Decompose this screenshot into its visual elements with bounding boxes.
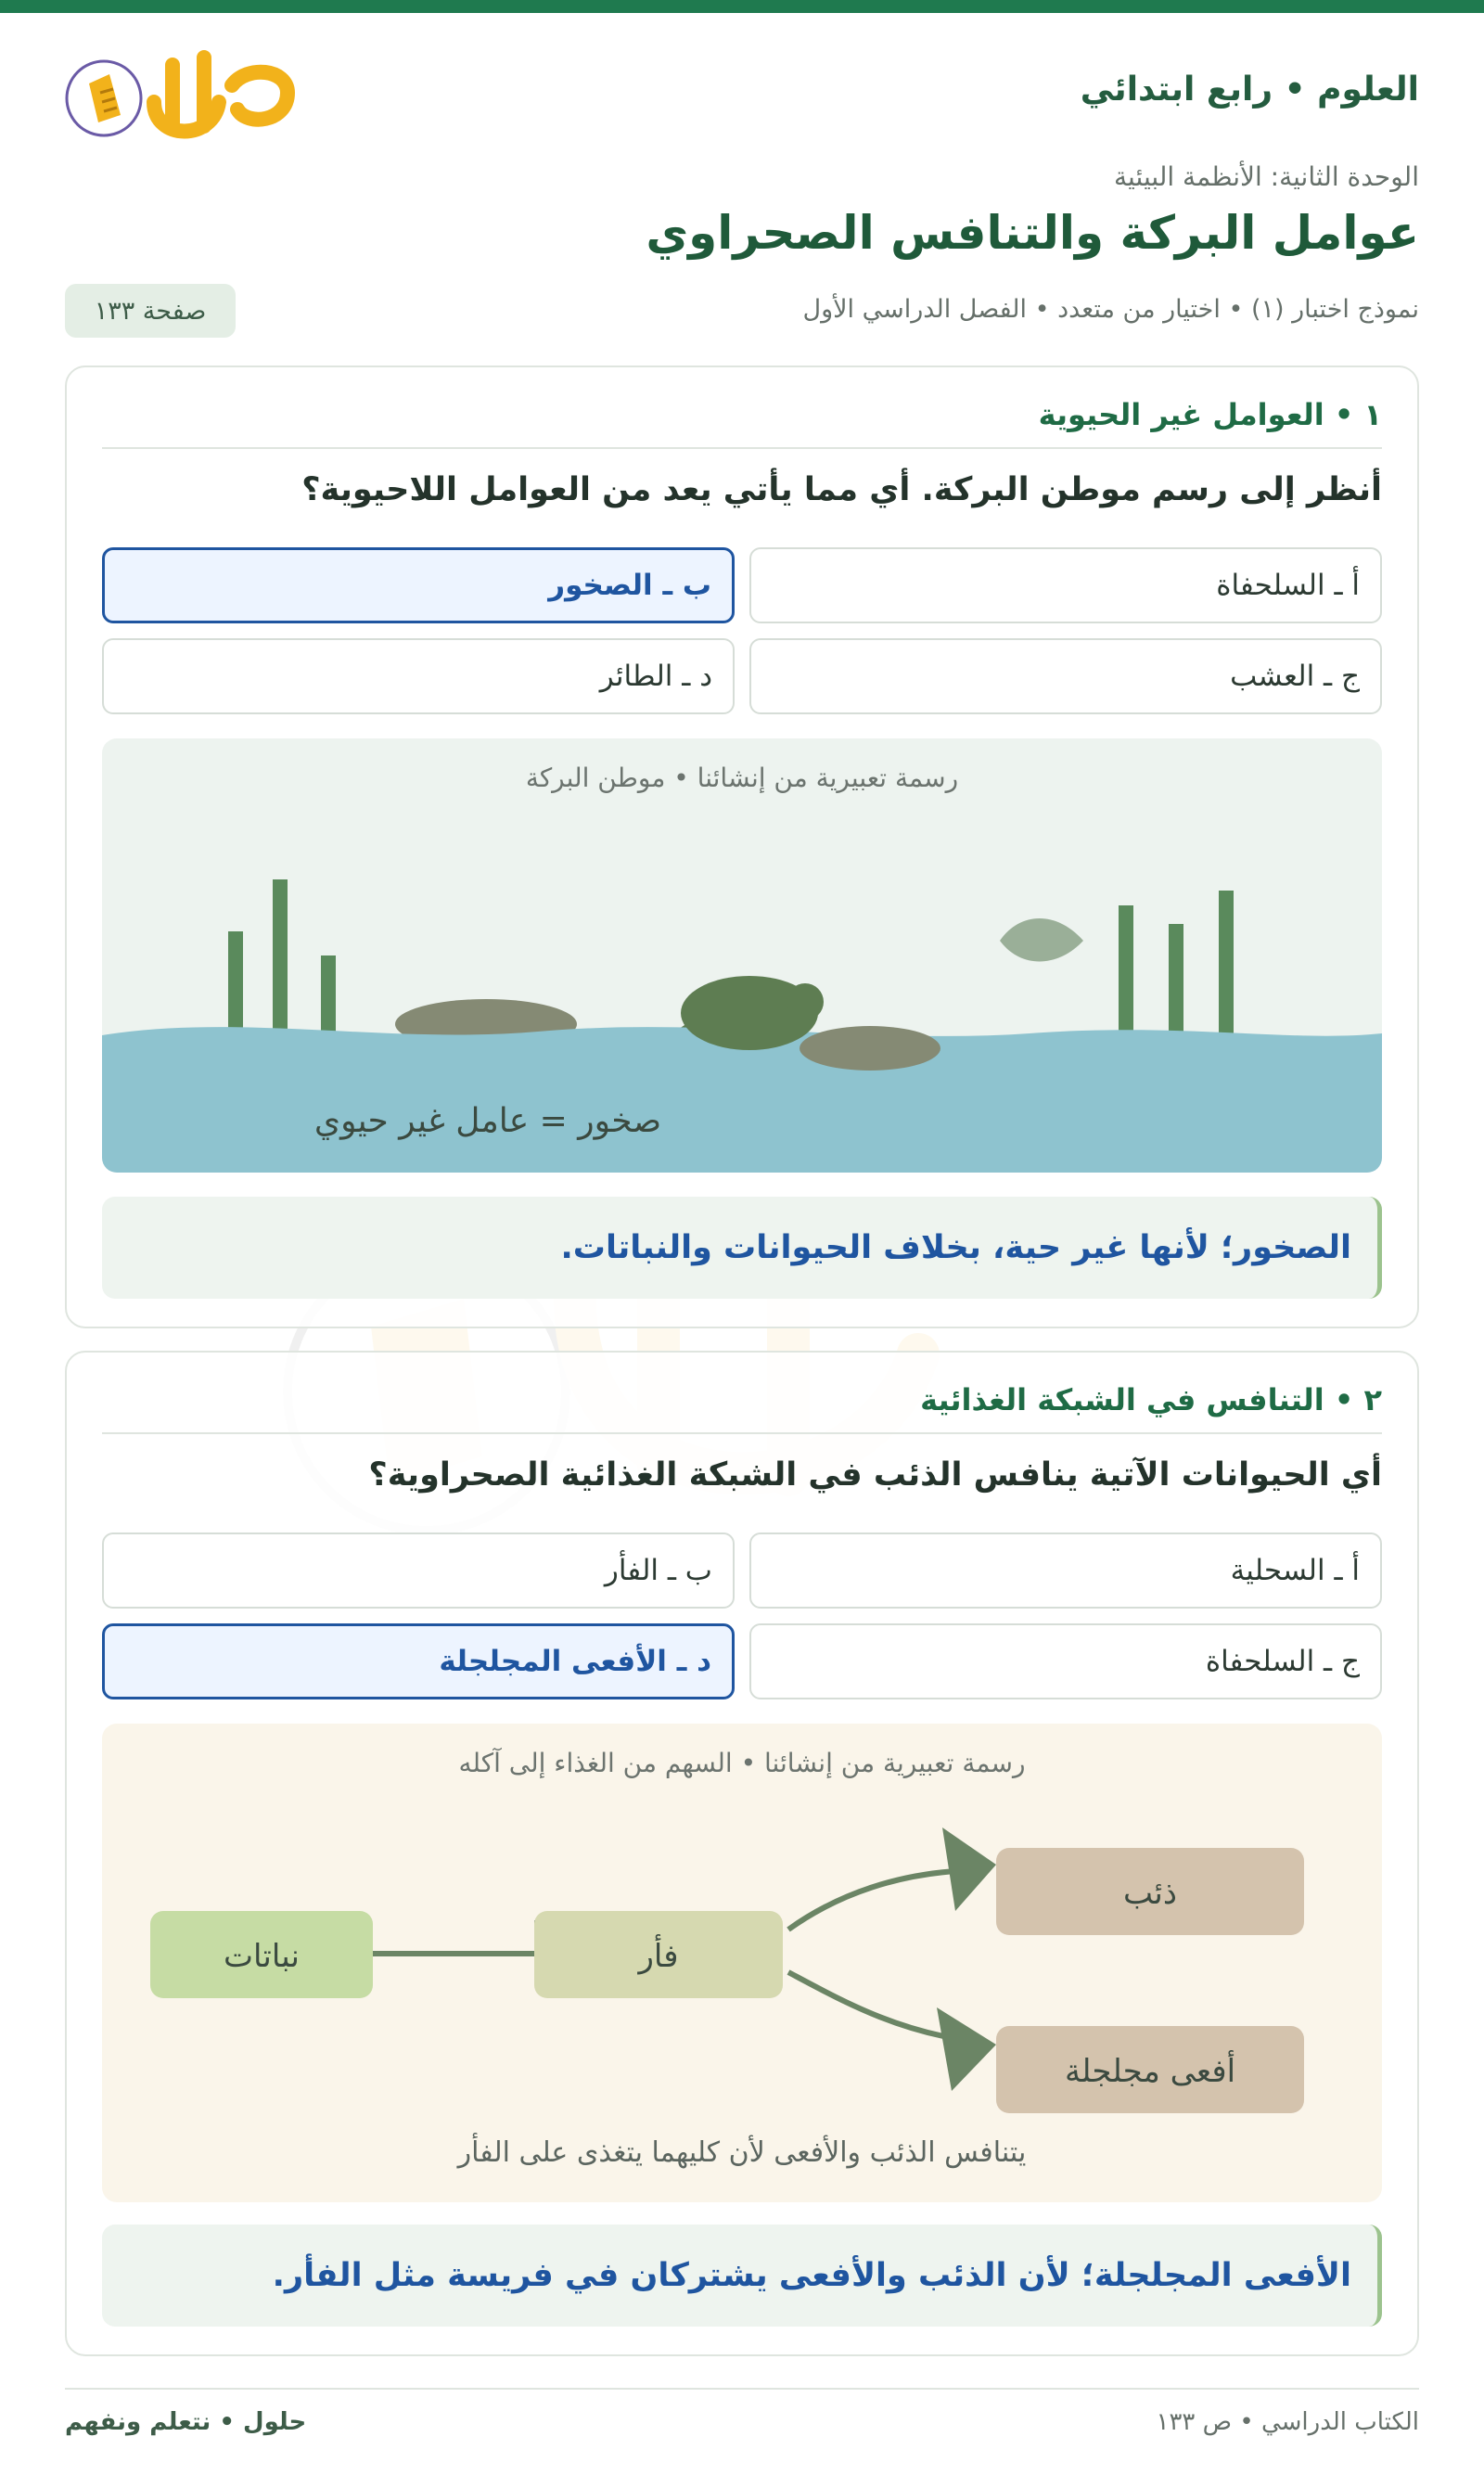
option-a[interactable]: أ ـ السحلية: [749, 1532, 1382, 1609]
pond-illustration: [102, 738, 1382, 1173]
page-title: عوامل البركة والتنافس الصحراوي: [646, 206, 1419, 260]
option-d[interactable]: د ـ الطائر: [102, 638, 735, 714]
unit-label: الوحدة الثانية: الأنظمة البيئية: [1114, 161, 1419, 192]
snake-node-label: أفعى مجلجلة: [1064, 2053, 1236, 2090]
divider: [102, 1432, 1382, 1434]
bird-icon: [1000, 918, 1083, 962]
hulul-logo[interactable]: [65, 37, 315, 148]
option-b-selected[interactable]: ب ـ الصخور: [102, 547, 735, 623]
rocks-label: صخور = عامل غير حيوي: [313, 1102, 662, 1140]
reed-icon: [1169, 924, 1183, 1045]
rock-icon: [800, 1026, 940, 1071]
subject-grade-label: العلوم • رابع ابتدائي: [1080, 71, 1419, 109]
section-title: ٢ • التنافس في الشبكة الغذائية: [920, 1382, 1382, 1417]
page-header: [65, 37, 1419, 148]
mouse-node-label: فأر: [638, 1938, 679, 1975]
question-text: أي الحيوانات الآتية ينافس الذئب في الشبكة الغذائية الصحراوية؟: [368, 1456, 1382, 1494]
food-web-figure: [102, 1724, 1382, 2202]
footer-divider: [65, 2388, 1419, 2390]
option-c[interactable]: ج ـ السلحفاة: [749, 1623, 1382, 1699]
reed-icon: [1219, 891, 1234, 1045]
pond-habitat-figure: [102, 738, 1382, 1173]
turtle-head: [787, 983, 824, 1020]
page-number-badge: صفحة ١٣٣: [65, 284, 236, 338]
footer-page-ref: الكتاب الدراسي • ص ١٣٣: [1156, 2408, 1419, 2436]
arrow-head-icon: [942, 1827, 996, 1911]
option-d-selected[interactable]: د ـ الأفعى المجلجلة: [102, 1623, 735, 1699]
food-web-diagram: [102, 1724, 1382, 2202]
question-card-2: [65, 1351, 1419, 2356]
section-title: ١ • العوامل غير الحيوية: [1038, 397, 1382, 432]
figure-caption: رسمة تعبيرية من إنشائنا • موطن البركة: [525, 763, 959, 793]
question-text: أنظر إلى رسم موطن البركة. أي مما يأتي يعد من العوامل اللاحيوية؟: [301, 471, 1382, 508]
option-a[interactable]: أ ـ السلحفاة: [749, 547, 1382, 623]
exam-meta: نموذج اختبار (١) • اختيار من متعدد • الفصل الدراسي الأول: [802, 295, 1419, 324]
figure-caption: رسمة تعبيرية من إنشائنا • السهم من الغذاء إلى آكله: [458, 1748, 1026, 1778]
arrow-head-icon: [937, 2007, 996, 2091]
top-accent-bar: [0, 0, 1484, 13]
reed-icon: [273, 879, 288, 1046]
reed-icon: [1119, 905, 1133, 1045]
footer-brand: حلول • نتعلم ونفهم: [65, 2408, 307, 2436]
option-b[interactable]: ب ـ الفأر: [102, 1532, 735, 1609]
question-card-1: [65, 365, 1419, 1328]
wolf-node-label: ذئب: [1123, 1875, 1177, 1912]
answer-box: الصخور؛ لأنها غير حية، بخلاف الحيوانات والنباتات.: [102, 1197, 1382, 1299]
plants-node-label: نباتات: [224, 1938, 300, 1975]
divider: [102, 447, 1382, 449]
figure-note: يتنافس الذئب والأفعى لأن كليهما يتغذى على الفأر: [457, 2136, 1027, 2169]
option-c[interactable]: ج ـ العشب: [749, 638, 1382, 714]
answer-box: الأفعى المجلجلة؛ لأن الذئب والأفعى يشتركان في فريسة مثل الفأر.: [102, 2225, 1382, 2327]
